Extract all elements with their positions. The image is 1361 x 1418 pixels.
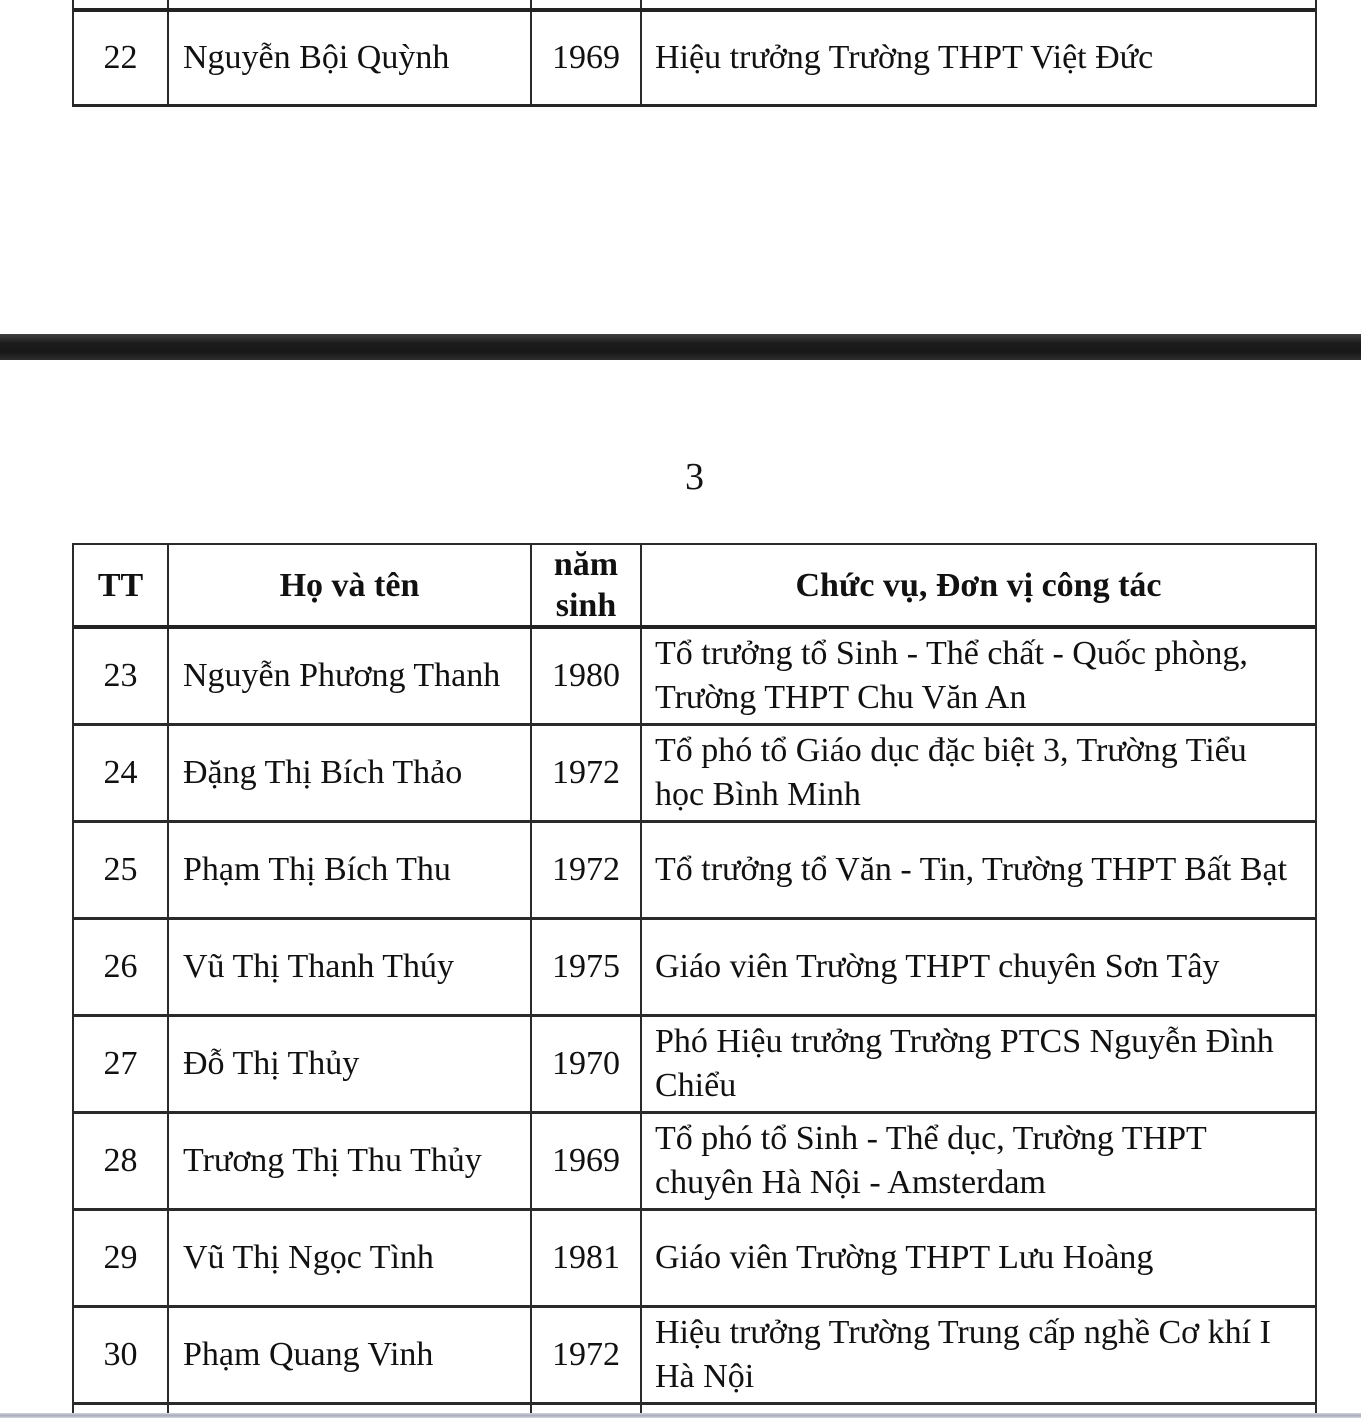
table-row <box>74 1017 1315 1114</box>
cell-year-empty <box>532 0 642 8</box>
cell-tt-empty <box>74 0 169 8</box>
cell-year: 1972 <box>532 726 642 820</box>
cell-tt: 22 <box>74 12 169 104</box>
cell-tt: 23 <box>74 629 169 723</box>
cell-year: 1972 <box>532 1308 642 1402</box>
header-name: Họ và tên <box>169 545 532 625</box>
header-tt: TT <box>74 545 169 625</box>
cell-name: Trương Thị Thu Thủy <box>169 1114 532 1208</box>
cell-role: Tổ trưởng tổ Văn - Tin, Trường THPT Bất Bạt <box>655 851 1288 888</box>
cell-name: Vũ Thị Ngọc Tình <box>169 1211 532 1305</box>
page-number: 3 <box>685 456 704 498</box>
cell-role-empty <box>642 0 1315 8</box>
table-row-partial <box>74 0 1315 12</box>
cell-role: Phó Hiệu trưởng Trường PTCS Nguyễn Đình Chiểu <box>655 1023 1274 1104</box>
table-row <box>74 1308 1315 1405</box>
table-row <box>74 823 1315 920</box>
cell-year: 1972 <box>532 823 642 917</box>
table-row <box>74 12 1315 104</box>
cell-tt: 30 <box>74 1308 169 1402</box>
cell-role: Hiệu trưởng Trường THPT Việt Đức <box>655 39 1154 76</box>
cell-name: Nguyễn Phương Thanh <box>169 629 532 723</box>
table-row <box>74 920 1315 1017</box>
cell-tt: 28 <box>74 1114 169 1208</box>
cell-role: Giáo viên Trường THPT Lưu Hoàng <box>655 1239 1154 1276</box>
cell-name: Phạm Quang Vinh <box>169 1308 532 1402</box>
cell-role: Tổ trưởng tổ Sinh - Thể chất - Quốc phòng, Trường THPT Chu Văn An <box>655 635 1248 716</box>
cell-name-empty <box>169 0 532 8</box>
table-row <box>74 629 1315 726</box>
cell-tt: 24 <box>74 726 169 820</box>
cell-role: Giáo viên Trường THPT chuyên Sơn Tây <box>655 948 1220 985</box>
table-row <box>74 1114 1315 1211</box>
cell-year: 1969 <box>532 1114 642 1208</box>
cell-tt: 25 <box>74 823 169 917</box>
cell-role: Tổ phó tổ Sinh - Thể dục, Trường THPT chuyên Hà Nội - Amsterdam <box>655 1120 1207 1201</box>
cell-year: 1981 <box>532 1211 642 1305</box>
header-role: Chức vụ, Đơn vị công tác <box>795 566 1162 604</box>
header-year: năm sinh <box>532 545 642 625</box>
page3-table <box>72 543 1317 1405</box>
page2-table-fragment <box>72 0 1317 107</box>
table-row <box>74 726 1315 823</box>
cell-tt: 27 <box>74 1017 169 1111</box>
cell-name: Đặng Thị Bích Thảo <box>169 726 532 820</box>
cell-name: Đỗ Thị Thủy <box>169 1017 532 1111</box>
cell-name: Vũ Thị Thanh Thúy <box>169 920 532 1014</box>
window-bottom-edge <box>0 1413 1361 1418</box>
cell-year: 1980 <box>532 629 642 723</box>
cell-name: Phạm Thị Bích Thu <box>169 823 532 917</box>
cell-year: 1969 <box>532 12 642 104</box>
table-body <box>74 629 1315 1405</box>
table-header-row <box>74 545 1315 629</box>
table-row <box>74 1211 1315 1308</box>
cell-year: 1970 <box>532 1017 642 1111</box>
cell-role: Hiệu trưởng Trường Trung cấp nghề Cơ khí I Hà Nội <box>655 1314 1271 1395</box>
cell-tt: 26 <box>74 920 169 1014</box>
page-separator-bar <box>0 334 1361 360</box>
cell-year: 1975 <box>532 920 642 1014</box>
cell-tt: 29 <box>74 1211 169 1305</box>
cell-name: Nguyễn Bội Quỳnh <box>169 12 532 104</box>
cell-role: Tổ phó tổ Giáo dục đặc biệt 3, Trường Tiểu học Bình Minh <box>655 732 1247 813</box>
